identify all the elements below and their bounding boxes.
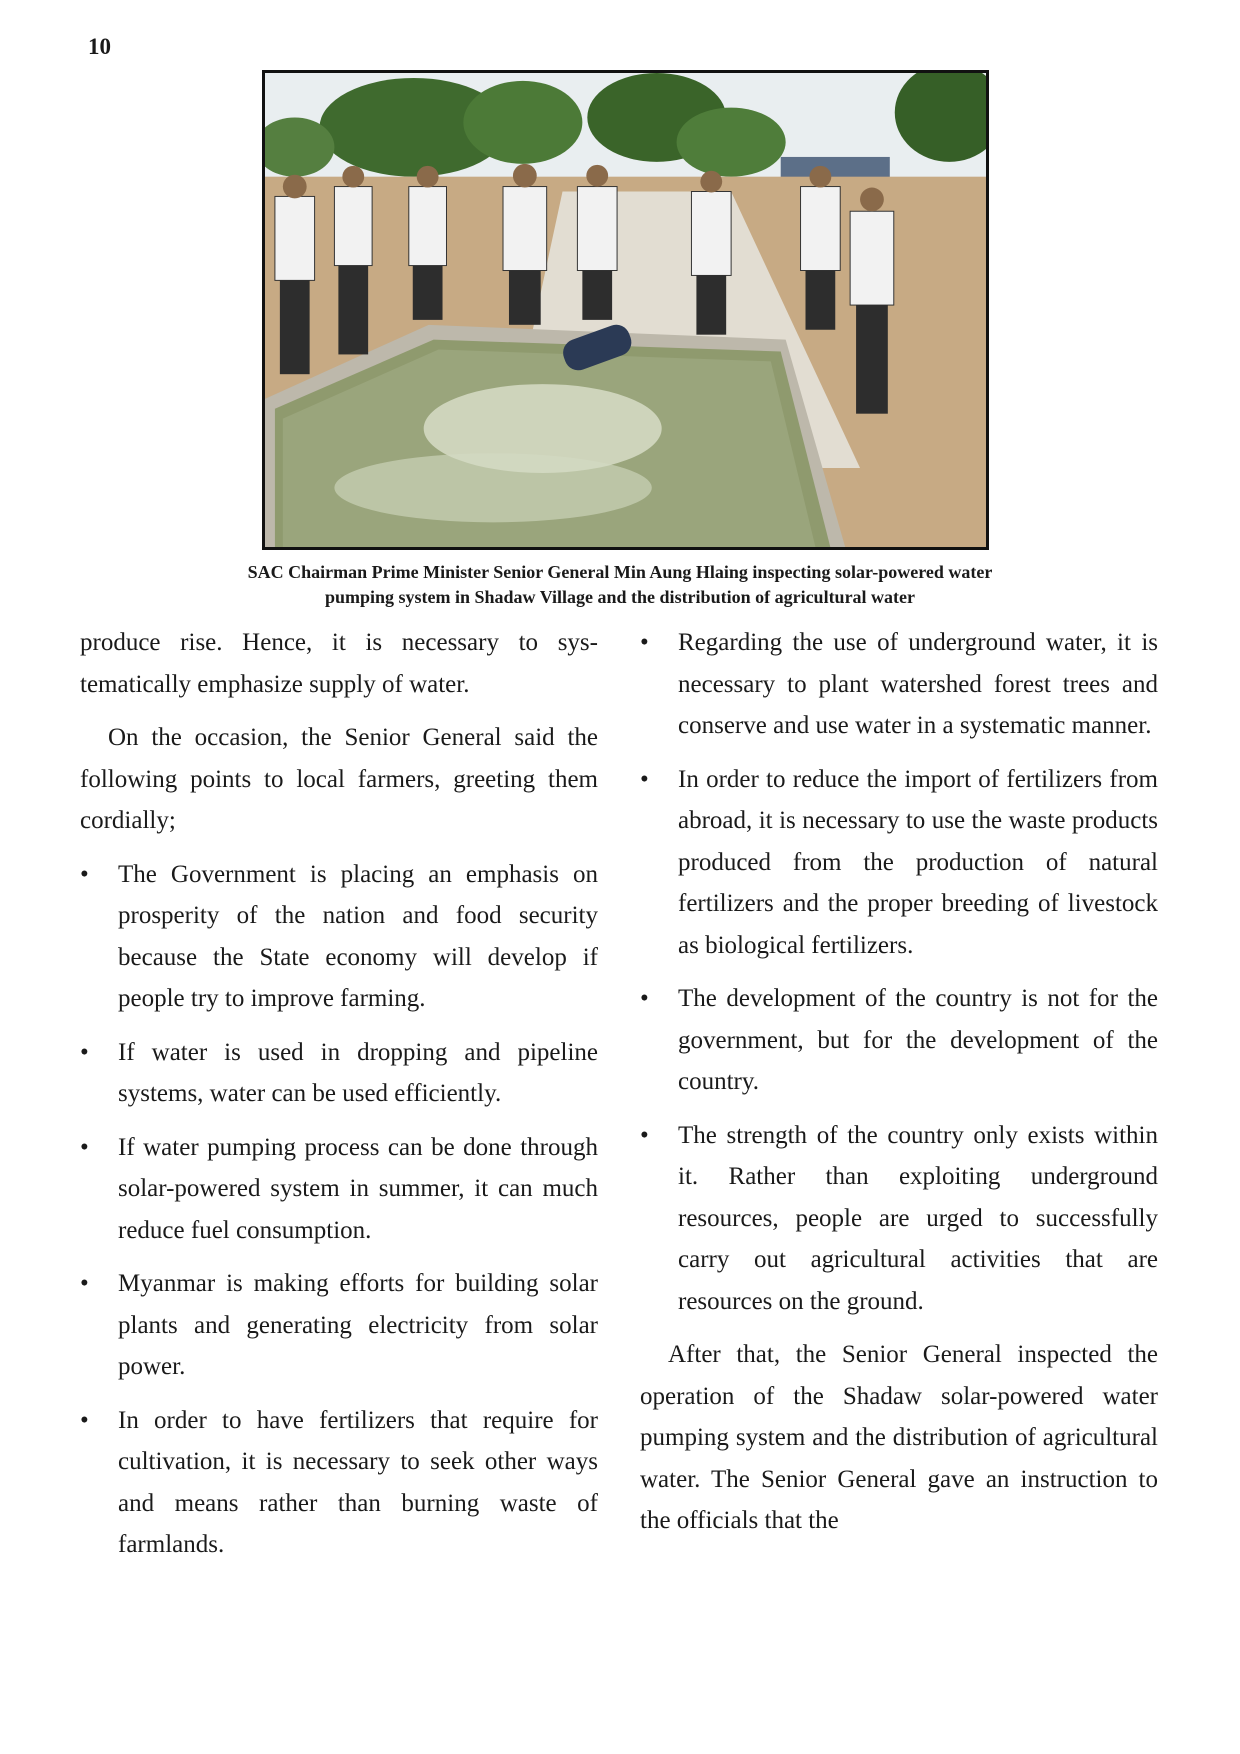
points-list-left [80, 854, 598, 1566]
left-column [80, 622, 598, 1578]
photo-caption [150, 560, 1090, 610]
news-photo [262, 70, 989, 550]
points-list-right [640, 622, 1158, 1322]
list-item: • If water is used in dropping and pipeline systems, water can be used efficiently. [80, 1032, 598, 1115]
list-item: • If water pumping process can be done through solar-powered system in summer, it can much reduce fuel consumption. [80, 1127, 598, 1252]
occasion-paragraph: On the occasion, the Senior General said the following points to local farmers, greeting them cordially; [80, 724, 598, 834]
list-item: • In order to reduce the import of fertilizers from abroad, it is necessary to use the waste products produced from the production of natural fertilizers and the proper breeding of livestock as biological fertilizers. [640, 759, 1158, 967]
photo-illustration [265, 73, 986, 547]
list-item: • In order to have fertilizers that require for cultivation, it is necessary to seek other ways and means rather than burning waste of farmlands. [80, 1400, 598, 1566]
list-item: • Myanmar is making efforts for building solar plants and generating electricity from solar power. [80, 1263, 598, 1388]
right-column [640, 622, 1158, 1554]
list-item: • The strength of the country only exists within it. Rather than exploiting underground resources, people are urged to successfully carry out agricultural activities that are resources on the ground. [640, 1115, 1158, 1323]
intro-paragraph: produce rise. Hence, it is necessary to systematically emphasize supply of water. [80, 629, 598, 698]
caption-line-1: SAC Chairman Prime Minister Senior General Min Aung Hlaing inspecting solar-powered water [247, 562, 993, 582]
list-item: • The development of the country is not for the government, but for the development of the country. [640, 978, 1158, 1103]
list-item: • The Government is placing an emphasis on prosperity of the nation and food security because the State economy will develop if people try to improve farming. [80, 854, 598, 1020]
caption-line-2: pumping system in Shadaw Village and the distribution of agricultural water [324, 587, 916, 607]
closing-paragraph: After that, the Senior General inspected the operation of the Shadaw solar-powered water pumping system and the distribution of agricultural water. The Senior General gave an instruction to the officials that the [640, 1341, 1158, 1534]
list-item: • Regarding the use of underground water, it is necessary to plant watershed forest trees and conserve and use water in a systematic manner. [640, 622, 1158, 747]
page-number: 10 [88, 34, 111, 59]
